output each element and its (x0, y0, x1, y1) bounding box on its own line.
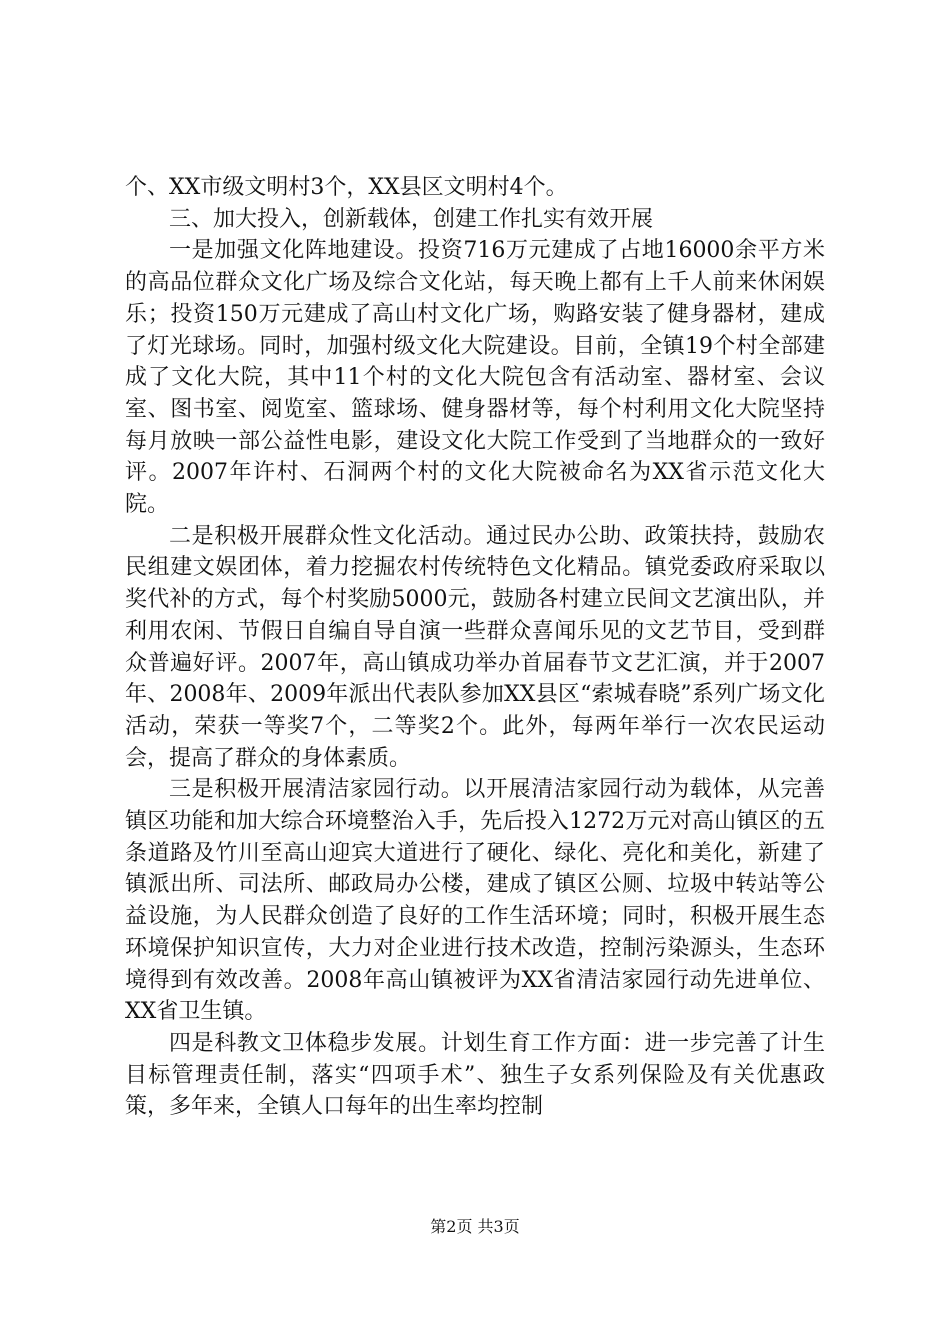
paragraph-science-education: 四是科教文卫体稳步发展。计划生育工作方面：进一步完善了计生目标管理责任制，落实“四项手术”、独生子女系列保险及有关优惠政策，多年来，全镇人口每年的出生率均控制 (125, 1030, 825, 1120)
paragraph-mass-activities: 二是积极开展群众性文化活动。通过民办公助、政策扶持，鼓励农民组建文娱团体，着力挖掘农村传统特色文化精品。镇党委政府采取以奖代补的方式，每个村奖励5000元，鼓励各村建立民间文艺演出队，并利用农闲、节假日自编自导自演一些群众喜闻乐见的文艺节目，受到群众普遍好评。2007年，高山镇成功举办首届春节文艺汇演，并于2007年、2008年、2009年派出代表队参加XX县区“索城春晓”系列广场文化活动，荣获一等奖7个，二等奖2个。此外，每两年举行一次农民运动会，提高了群众的身体素质。 (125, 523, 825, 771)
page-number-footer: 第2页 共3页 (430, 1217, 520, 1236)
paragraph-culture-venues: 一是加强文化阵地建设。投资716万元建成了占地16000余平方米的高品位群众文化广场及综合文化站，每天晚上都有上千人前来休闲娱乐；投资150万元建成了高山村文化广场，购路安装了健身器材，建成了灯光球场。同时，加强村级文化大院建设。目前，全镇19个村全部建成了文化大院，其中11个村的文化大院包含有活动室、器材室、会议室、图书室、阅览室、篮球场、健身器材等，每个村利用文化大院坚持每月放映一部公益性电影，建设文化大院工作受到了当地群众的一致好评。2007年许村、石洞两个村的文化大院被命名为XX省示范文化大院。 (125, 238, 825, 518)
document-body (125, 172, 825, 1123)
lead-line: 个、XX市级文明村3个，XX县区文明村4个。 (125, 175, 568, 200)
paragraph-clean-homes: 三是积极开展清洁家园行动。以开展清洁家园行动为载体，从完善镇区功能和加大综合环境整治入手，先后投入1272万元对高山镇区的五条道路及竹川至高山迎宾大道进行了硬化、绿化、亮化和美化，新建了镇派出所、司法所、邮政局办公楼，建成了镇区公厕、垃圾中转站等公益设施，为人民群众创造了良好的工作生活环境；同时，积极开展生态环境保护知识宣传，大力对企业进行技术改造，控制污染源头，生态环境得到有效改善。2008年高山镇被评为XX省清洁家园行动先进单位、XX省卫生镇。 (125, 777, 825, 1025)
section-heading: 三、加大投入，创新载体，创建工作扎实有效开展 (169, 206, 654, 232)
